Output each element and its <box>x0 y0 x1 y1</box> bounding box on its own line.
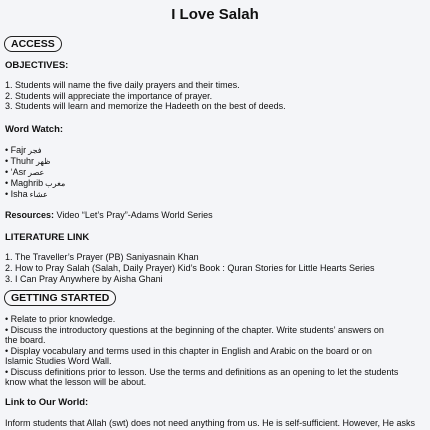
word-watch-item <box>5 189 48 200</box>
getting-started-item: know what the lesson will be about. <box>5 377 147 387</box>
getting-started-item: • Discuss definitions prior to lesson. Use the terms and definitions as an opening to let the students <box>5 367 399 377</box>
getting-started-item: • Relate to prior knowledge. <box>5 314 116 324</box>
word-english: • Thuhr <box>5 156 34 166</box>
objectives-heading: OBJECTIVES: <box>5 60 69 71</box>
word-arabic: عشاء <box>29 190 48 199</box>
word-english: • Isha <box>5 189 28 199</box>
word-english: • Maghrib <box>5 178 44 188</box>
word-arabic: فجر <box>28 146 42 155</box>
word-watch-heading: Word Watch: <box>5 124 64 135</box>
getting-started-item: • Display vocabulary and terms used in this chapter in English and Arabic on the board or on <box>5 346 372 356</box>
word-watch-item <box>5 167 44 178</box>
word-arabic: ظهر <box>36 157 51 166</box>
resources-label: Resources: <box>5 210 55 220</box>
literature-item: 2. How to Pray Salah (Salah, Daily Prayer) Kid’s Book : Quran Stories for Little Hearts Series <box>5 263 375 273</box>
word-english: • ‘Asr <box>5 167 27 177</box>
literature-item: 1. The Traveller’s Prayer (PB) Saniyasnain Khan <box>5 252 199 262</box>
word-watch-item <box>5 145 42 156</box>
objective-item: 1. Students will name the five daily prayers and their times. <box>5 80 240 90</box>
literature-item: 3. I Can Pray Anywhere by Aisha Ghani <box>5 274 163 284</box>
literature-heading: LITERATURE LINK <box>5 232 90 243</box>
word-watch-item <box>5 156 50 167</box>
getting-started-item: Islamic Studies Word Wall. <box>5 356 112 366</box>
link-world-text: Inform students that Allah (swt) does not need anything from us. He is self-sufficient. However, He asks <box>5 418 416 428</box>
resources-line <box>5 210 213 220</box>
word-watch-item <box>5 178 65 189</box>
access-tag: ACCESS <box>4 36 62 52</box>
page-title: I Love Salah <box>171 6 259 23</box>
objective-item: 3. Students will learn and memorize the Hadeeth on the best of deeds. <box>5 101 286 111</box>
getting-started-item: the board. <box>5 335 46 345</box>
getting-started-item: • Discuss the introductory questions at the beginning of the chapter. Write students’ answers on <box>5 325 384 335</box>
word-arabic: مغرب <box>45 179 66 188</box>
resources-text: Video “Let’s Pray”-Adams World Series <box>54 210 213 220</box>
link-world-heading: Link to Our World: <box>5 397 89 408</box>
word-arabic: عصر <box>28 168 45 177</box>
word-english: • Fajr <box>5 145 27 155</box>
objective-item: 2. Students will appreciate the importance of prayer. <box>5 91 213 101</box>
getting-started-tag: GETTING STARTED <box>4 290 116 306</box>
